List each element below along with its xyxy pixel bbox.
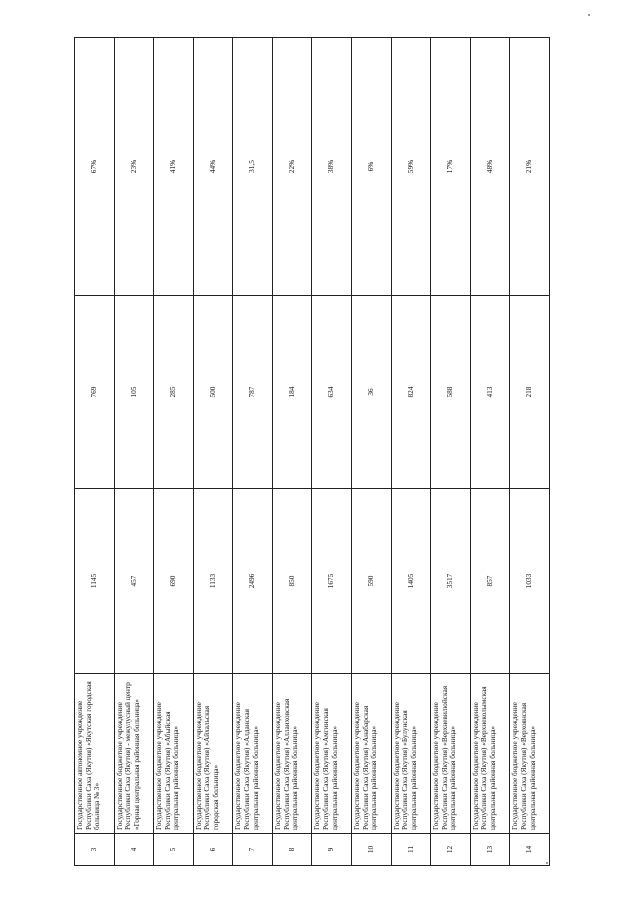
table-row xyxy=(193,38,233,866)
table-row xyxy=(470,38,510,866)
row-number-cell: 5 xyxy=(154,834,194,866)
scan-speck xyxy=(588,14,590,16)
percent-cell: 44% xyxy=(193,38,233,296)
value-a-cell: 457 xyxy=(114,489,154,674)
row-number-cell: 3 xyxy=(75,834,115,866)
table-row xyxy=(272,38,312,866)
table-row xyxy=(312,38,352,866)
percent-cell: 41% xyxy=(154,38,194,296)
institution-name-cell: Государственное бюджетное учреждение Республики Саха (Якутия) «Айхальская городская больница» xyxy=(193,674,233,834)
table-row xyxy=(75,38,115,866)
percent-cell: 22% xyxy=(272,38,312,296)
value-a-cell: 1675 xyxy=(312,489,352,674)
row-number-cell: 7 xyxy=(233,834,273,866)
value-a-cell: 2496 xyxy=(233,489,273,674)
value-a-cell: 1405 xyxy=(391,489,431,674)
value-b-cell: 634 xyxy=(312,296,352,489)
value-b-cell: 36 xyxy=(352,296,392,489)
value-a-cell: 857 xyxy=(470,489,510,674)
percent-cell: 31,5 xyxy=(233,38,273,296)
table-row xyxy=(431,38,471,866)
value-b-cell: 787 xyxy=(233,296,273,489)
institution-name-cell: Государственное бюджетное учреждение Республики Саха (Якутия) «Верхнеколымская центральная районная больница» xyxy=(470,674,510,834)
scan-speck xyxy=(546,862,548,864)
value-a-cell: 1133 xyxy=(193,489,233,674)
percent-cell: 23% xyxy=(114,38,154,296)
institution-name-cell: Государственное бюджетное учреждение Республики Саха (Якутия) «Абыйская центральная районная больница» xyxy=(154,674,194,834)
row-number-cell: 6 xyxy=(193,834,233,866)
value-b-cell: 824 xyxy=(391,296,431,489)
table-row xyxy=(154,38,194,866)
row-number-cell: 13 xyxy=(470,834,510,866)
row-number-cell: 10 xyxy=(352,834,392,866)
row-number-cell: 14 xyxy=(510,834,550,866)
row-number-cell: 4 xyxy=(114,834,154,866)
percent-cell: 17% xyxy=(431,38,471,296)
percent-cell: 48% xyxy=(470,38,510,296)
value-a-cell: 590 xyxy=(352,489,392,674)
value-a-cell: 690 xyxy=(154,489,194,674)
percent-cell: 6% xyxy=(352,38,392,296)
institution-name-cell: Государственное бюджетное учреждение Республики Саха (Якутия) «Амгинская центральная районная больница» xyxy=(312,674,352,834)
institution-name-cell: Государственное автономное учреждение Республики Саха (Якутия) «Якутская городская больница № 3» xyxy=(75,674,115,834)
institution-name-cell: Государственное бюджетное учреждение Республики Саха (Якутия) «Аллаиховская центральная районная больница» xyxy=(272,674,312,834)
value-b-cell: 413 xyxy=(470,296,510,489)
institution-name-cell: Государственное бюджетное учреждение Республики Саха (Якутия) «Верхневилюйская центральная районная больница» xyxy=(431,674,471,834)
table-row xyxy=(352,38,392,866)
row-number-cell: 8 xyxy=(272,834,312,866)
institution-name-cell: Государственное бюджетное учреждение Республики Саха (Якутия) «Анабарская центральная районная больница» xyxy=(352,674,392,834)
row-number-cell: 11 xyxy=(391,834,431,866)
value-a-cell: 850 xyxy=(272,489,312,674)
institution-name-cell: Государственное бюджетное учреждение Республики Саха (Якутия) «Верхоянская центральная районная больница» xyxy=(510,674,550,834)
institution-name-cell: Государственное бюджетное учреждение Республики Саха (Якутия) «Булунская центральная районная больница» xyxy=(391,674,431,834)
table-row xyxy=(391,38,431,866)
value-b-cell: 769 xyxy=(75,296,115,489)
value-a-cell: 1145 xyxy=(75,489,115,674)
table-row xyxy=(233,38,273,866)
row-number-cell: 9 xyxy=(312,834,352,866)
hospital-table xyxy=(74,37,550,866)
table-row xyxy=(510,38,550,866)
percent-cell: 21% xyxy=(510,38,550,296)
rotated-table-container xyxy=(74,38,550,866)
row-number-cell: 12 xyxy=(431,834,471,866)
value-b-cell: 500 xyxy=(193,296,233,489)
percent-cell: 67% xyxy=(75,38,115,296)
table-row xyxy=(114,38,154,866)
value-b-cell: 105 xyxy=(114,296,154,489)
value-b-cell: 588 xyxy=(431,296,471,489)
percent-cell: 59% xyxy=(391,38,431,296)
institution-name-cell: Государственное бюджетное учреждение Республики Саха (Якутия) «Алданская центральная районная больница» xyxy=(233,674,273,834)
institution-name-cell: Государственное бюджетное учреждение Республики Саха (Якутия) - межулусный центр «Горная центральная районная больница» xyxy=(114,674,154,834)
value-b-cell: 218 xyxy=(510,296,550,489)
percent-cell: 38% xyxy=(312,38,352,296)
value-a-cell: 1033 xyxy=(510,489,550,674)
value-a-cell: 3517 xyxy=(431,489,471,674)
value-b-cell: 285 xyxy=(154,296,194,489)
value-b-cell: 184 xyxy=(272,296,312,489)
